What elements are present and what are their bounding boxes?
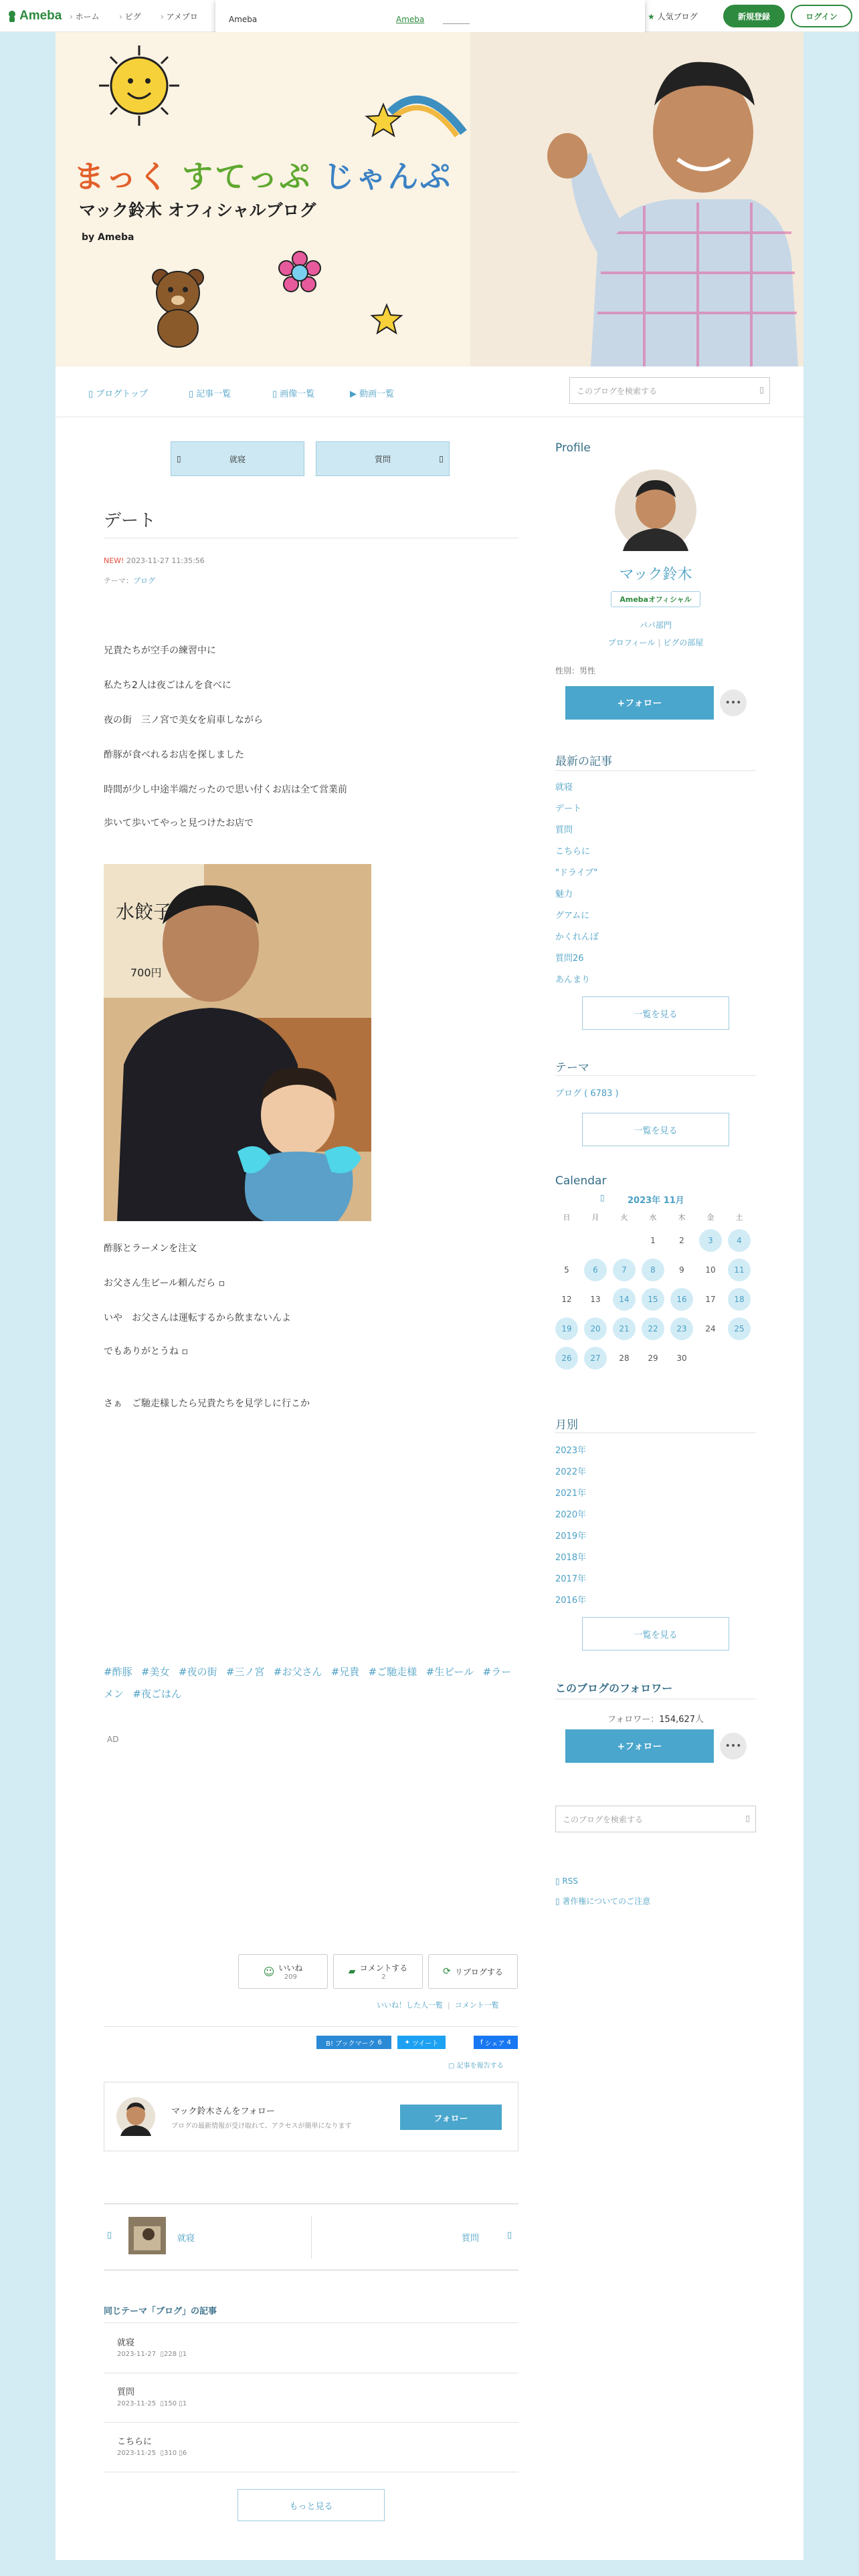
divider — [104, 2422, 518, 2423]
recent-entry-link[interactable]: 質問 — [555, 825, 573, 835]
sidebar-follow-button-2[interactable]: +フォロー — [565, 1729, 714, 1763]
logo-text: Ameba — [19, 9, 62, 23]
flag-icon: ▢ — [448, 2062, 457, 2070]
title-part-3: じゃんぷ — [323, 158, 452, 195]
reblog-button[interactable]: ⟳ リブログする — [428, 1954, 518, 1989]
chevron-left-icon: ▯ — [177, 454, 181, 463]
comment-count: 2 — [381, 1973, 386, 1981]
new-badge: NEW! — [104, 556, 124, 565]
theme-link[interactable]: ブログ ( 6783 ) — [555, 1089, 619, 1099]
tweet-button[interactable]: ✦ ツイート — [397, 2036, 446, 2049]
calendar-day: 2 — [679, 1236, 684, 1245]
photo-price-text: 700円 — [130, 966, 162, 979]
recent-entry-link[interactable]: かくれんぼ — [555, 932, 599, 942]
login-button[interactable]: ログイン — [791, 5, 852, 27]
theme-link[interactable]: ブログ — [133, 576, 155, 585]
profile-avatar[interactable] — [615, 469, 696, 551]
recent-list-more-button[interactable]: 一覧を見る — [582, 996, 729, 1030]
calendar-month: 2023年 11月 — [628, 1196, 684, 1206]
facebook-share-button[interactable]: f シェア 4 — [474, 2036, 518, 2049]
entry-title[interactable]: デート — [104, 511, 157, 531]
paragraph: いや お父さんは運転するから飲まないんよ — [104, 1313, 291, 1323]
comment-list-link[interactable]: コメント一覧 — [454, 2001, 499, 2010]
rss-icon: ▯ — [555, 1876, 563, 1886]
blog-search-input[interactable]: このブログを検索する ▯ — [569, 377, 770, 404]
paragraph: 兄貴たちが空手の練習中に — [104, 645, 216, 656]
calendar-day[interactable]: 6 — [584, 1259, 607, 1281]
pager-divider — [311, 2216, 312, 2259]
calendar-day[interactable]: 15 — [642, 1288, 664, 1311]
nav-blog-top[interactable]: ▯ ブログトップ — [88, 389, 148, 399]
calendar-day[interactable]: 23 — [670, 1317, 693, 1340]
comment-button[interactable]: ▰ コメントする 2 — [333, 1954, 423, 1989]
calendar-day: 1 — [650, 1236, 656, 1245]
profile-category[interactable]: パパ部門 — [639, 621, 672, 630]
sidebar-search-input[interactable]: このブログを検索する ▯ — [555, 1806, 756, 1832]
same-theme-item-meta: 2023-11-27 ▯228 ▯1 — [117, 2351, 187, 2358]
hashtag[interactable]: #酢豚 — [104, 1666, 132, 1678]
hashtag[interactable]: #美女 — [140, 1666, 170, 1678]
archive-year-link[interactable]: 2019年 — [555, 1531, 587, 1541]
hashtag[interactable]: #夜の街 — [178, 1666, 217, 1678]
paragraph: 酢豚とラーメンを注文 — [104, 1243, 197, 1254]
home-icon: ▯ — [88, 389, 96, 399]
calendar-weekday: 日 — [563, 1213, 571, 1222]
calendar-day[interactable]: 16 — [670, 1288, 693, 1311]
calendar-day: 30 — [676, 1354, 687, 1363]
search-icon[interactable]: ▯ — [745, 1814, 750, 1823]
paragraph: 酢豚が食べれるお店を探しました — [104, 750, 244, 760]
copyright-link[interactable]: ▯ 著作権についてのご注意 — [555, 1897, 651, 1906]
official-badge: Amebaオフィシャル — [611, 591, 700, 607]
rss-link[interactable]: ▯ RSS — [555, 1876, 578, 1886]
twitter-icon: ✦ — [404, 2038, 410, 2046]
calendar-weekday: 土 — [735, 1213, 743, 1222]
popup-link[interactable]: Ameba — [396, 15, 425, 24]
calendar-day[interactable]: 26 — [555, 1347, 578, 1370]
calendar-day: 12 — [561, 1295, 572, 1304]
follower-count: フォロワー：154,627人 — [607, 1715, 704, 1725]
popup-divider — [443, 23, 470, 24]
recent-entry-link[interactable]: "ドライブ" — [555, 868, 598, 878]
title-part-2: すてっぷ — [182, 158, 312, 195]
blog-subtitle: マック鈴木 オフィシャルブログ — [79, 201, 316, 220]
recent-entry-link[interactable]: 就寝 — [555, 782, 573, 792]
archive-year-link[interactable]: 2017年 — [555, 1574, 587, 1584]
chevron-left-icon[interactable]: ▯ — [107, 2230, 112, 2240]
divider — [555, 1075, 756, 1076]
archive-year-link[interactable]: 2018年 — [555, 1553, 587, 1563]
paragraph: お父さん生ビール頼んだら ▫ — [104, 1278, 225, 1289]
calendar-day: 17 — [705, 1295, 716, 1304]
like-button[interactable]: ☺ いいね 209 — [238, 1954, 328, 1989]
hashtag-list — [104, 1661, 518, 1705]
broken-image-icon: ▫ — [179, 1346, 188, 1357]
blog-title[interactable] — [74, 152, 452, 197]
monthly-heading: 月別 — [555, 1418, 578, 1432]
divider — [104, 2026, 518, 2027]
nav-image-list[interactable]: ▯ 画像一覧 — [272, 389, 315, 399]
comment-icon: ▯ — [179, 2400, 183, 2407]
popup-label: Ameba — [229, 15, 258, 24]
theme-list-more-button[interactable]: 一覧を見る — [582, 1113, 729, 1146]
recent-entry-link[interactable]: あんまり — [555, 975, 591, 985]
hashtag[interactable]: #ご馳走様 — [368, 1666, 417, 1678]
calendar-weekday: 月 — [591, 1213, 599, 1222]
calendar-day[interactable]: 27 — [584, 1347, 607, 1370]
recent-entry-link[interactable]: デート — [555, 804, 582, 814]
theme-heading: テーマ — [555, 1061, 589, 1075]
prev-entry-thumbnail[interactable] — [128, 2217, 166, 2254]
more-options-icon[interactable]: ••• — [720, 689, 747, 716]
hashtag[interactable]: #三ノ宮 — [225, 1666, 265, 1678]
calendar-day[interactable]: 22 — [642, 1317, 664, 1340]
divider — [555, 770, 756, 771]
calendar-weekday: 木 — [678, 1213, 686, 1222]
profile-links: プロフィール | ピグの部屋 — [607, 638, 704, 647]
info-icon: ▯ — [555, 1897, 563, 1906]
reaction-links: いいね！した人一覧 | コメント一覧 — [377, 2001, 499, 2010]
topnav-home[interactable]: › ホーム — [70, 11, 100, 22]
bookmark-count: 6 — [377, 2038, 382, 2046]
ameba-logo[interactable] — [7, 9, 62, 23]
calendar-heading: Calendar — [555, 1174, 607, 1188]
like-icon: ▯ — [160, 2400, 164, 2407]
reblog-icon: ⟳ — [443, 1966, 451, 1977]
entry-date: 2023-11-27 11:35:56 — [126, 556, 205, 565]
entry-theme: テーマ：ブログ — [104, 576, 155, 585]
calendar-day[interactable]: 25 — [728, 1317, 751, 1340]
ameba-mascot-icon — [7, 10, 17, 22]
hashtag[interactable]: #お父さん — [273, 1666, 322, 1678]
title-part-1: まっく — [74, 158, 170, 195]
recent-entry-link[interactable]: 質問26 — [555, 954, 584, 964]
hashtag[interactable]: #夜ごはん — [132, 1688, 181, 1700]
crown-icon: ★ — [648, 12, 655, 21]
calendar-weekday: 水 — [649, 1213, 657, 1222]
shooting-star-icon — [363, 86, 470, 159]
flower-icon — [276, 249, 323, 296]
paragraph: 歩いて歩いてやっと見つけたお店で — [104, 818, 254, 829]
sun-icon — [96, 42, 183, 129]
topnav-ameblo[interactable]: › アメブロ — [161, 11, 198, 22]
like-icon: ▯ — [160, 2351, 164, 2358]
profile-name[interactable]: マック鈴木 — [619, 566, 692, 583]
calendar-day[interactable]: 19 — [555, 1317, 578, 1340]
author-avatar[interactable] — [116, 2097, 155, 2136]
report-link[interactable]: ▢ 記事を報告する — [448, 2062, 504, 2070]
paragraph: 時間が少し中途半端だったので思い付くお店は全て営業前 — [104, 784, 347, 795]
archive-year-link[interactable]: 2022年 — [555, 1467, 587, 1477]
profile-link[interactable]: プロフィール — [607, 638, 656, 647]
calendar-day[interactable]: 14 — [613, 1288, 636, 1311]
comment-icon: ▯ — [179, 2351, 183, 2358]
divider — [555, 1432, 756, 1433]
list-icon: ▯ — [189, 389, 197, 399]
topnav-pigg[interactable]: › ピグ — [119, 11, 141, 22]
nav-entry-list[interactable]: ▯ 記事一覧 — [189, 389, 231, 399]
nav-video-list[interactable]: ▶ 動画一覧 — [350, 389, 395, 399]
same-theme-item-meta: 2023-11-25 ▯310 ▯6 — [117, 2450, 187, 2457]
next-entry-link[interactable]: 質問 — [462, 2234, 480, 2244]
calendar-day[interactable]: 4 — [728, 1229, 751, 1252]
pig-room-link[interactable]: ピグの部屋 — [663, 638, 704, 647]
calendar-day[interactable]: 18 — [728, 1288, 751, 1311]
archive-year-link[interactable]: 2020年 — [555, 1510, 587, 1520]
chevron-right-icon[interactable]: ▯ — [507, 2230, 512, 2240]
paragraph: 私たち2人は夜ごはんを食べに — [104, 680, 231, 691]
register-button[interactable]: 新規登録 — [723, 5, 785, 27]
archive-year-link[interactable]: 2023年 — [555, 1446, 587, 1456]
follow-desc: ブログの最新情報が受け取れて、アクセスが簡単になります — [171, 2123, 352, 2130]
like-icon: ▯ — [160, 2450, 164, 2457]
like-list-link[interactable]: いいね！した人一覧 — [377, 2001, 443, 2010]
recent-entry-link[interactable]: 魅力 — [555, 889, 573, 899]
sidebar-follow-button[interactable]: +フォロー — [565, 686, 714, 720]
calendar-day[interactable]: 7 — [613, 1259, 636, 1281]
calendar-day[interactable]: 8 — [642, 1259, 664, 1281]
star-icon — [370, 303, 403, 336]
header-photo-man — [470, 32, 803, 366]
popular-blog-link[interactable]: ★ 人気ブログ — [648, 12, 698, 21]
followers-heading: このブログのフォロワー — [555, 1682, 673, 1695]
video-icon: ▶ — [350, 389, 360, 399]
calendar-day: 24 — [705, 1324, 716, 1333]
page-footer-strip — [0, 2561, 859, 2576]
archive-year-link[interactable]: 2016年 — [555, 1596, 587, 1606]
facebook-icon: f — [480, 2038, 483, 2046]
same-theme-item-title[interactable]: 質問 — [117, 2387, 135, 2397]
hatena-bookmark-button[interactable]: B! ブックマーク 6 — [316, 2036, 391, 2049]
archive-year-link[interactable]: 2021年 — [555, 1489, 587, 1499]
comment-icon: ▰ — [348, 1966, 356, 1977]
broken-image-icon: ▫ — [215, 1278, 225, 1289]
calendar-grid — [555, 1212, 756, 1386]
comment-icon: ▯ — [179, 2450, 183, 2457]
same-theme-item-title[interactable]: こちらに — [117, 2437, 153, 2447]
calendar-day: 9 — [679, 1265, 684, 1275]
hashtag[interactable]: #生ビール — [425, 1666, 474, 1678]
bear-icon — [146, 263, 213, 350]
calendar-weekday: 金 — [706, 1213, 714, 1222]
calendar-day[interactable]: 21 — [613, 1317, 636, 1340]
paragraph: 夜の街 三ノ宮で美女を肩車しながら — [104, 715, 263, 726]
profile-heading: Profile — [555, 441, 591, 455]
chevron-right-icon: ▯ — [439, 454, 444, 463]
entry-photo[interactable] — [104, 864, 371, 1221]
more-button[interactable]: もっと見る — [237, 2489, 385, 2521]
like-count: 209 — [284, 1973, 297, 1981]
calendar-day: 13 — [590, 1295, 601, 1304]
entry-meta — [104, 556, 205, 565]
calendar-prev-icon[interactable]: ▯ — [600, 1193, 605, 1202]
paragraph: さぁ ご馳走様したら兄貴たちを見学しに行こか — [104, 1398, 310, 1409]
prev-entry-button[interactable]: ▯ 就寝 — [171, 441, 304, 476]
by-ameba-logo: by Ameba — [82, 232, 134, 243]
same-theme-item-title[interactable]: 就寝 — [117, 2338, 135, 2348]
calendar-day: 5 — [564, 1265, 569, 1275]
archive-list-more-button[interactable]: 一覧を見る — [582, 1617, 729, 1650]
smile-icon: ☺ — [263, 1965, 275, 1978]
calendar-weekday: 火 — [620, 1213, 628, 1222]
follow-name: マック鈴木さんをフォロー — [171, 2107, 275, 2117]
profile-gender: 性別：男性 — [555, 666, 596, 675]
calendar-day[interactable]: 20 — [584, 1317, 607, 1340]
calendar-day: 29 — [648, 1354, 658, 1363]
recent-entry-link[interactable]: こちらに — [555, 847, 591, 857]
image-icon: ▯ — [272, 389, 280, 399]
hashtag[interactable]: #ラーメン — [104, 1666, 512, 1700]
next-entry-button[interactable]: 質問 ▯ — [316, 441, 450, 476]
hashtag[interactable]: #兄貴 — [330, 1666, 360, 1678]
recent-entry-link[interactable]: グアムに — [555, 911, 590, 921]
more-options-icon[interactable]: ••• — [720, 1733, 747, 1759]
same-theme-item-meta: 2023-11-25 ▯150 ▯1 — [117, 2400, 187, 2407]
same-theme-heading: 同じテーマ「ブログ」の記事 — [104, 2306, 217, 2317]
calendar-day[interactable]: 11 — [728, 1259, 751, 1281]
calendar-day[interactable]: 3 — [699, 1229, 722, 1252]
entry-pager — [104, 2204, 518, 2270]
ad-label: AD — [107, 1735, 119, 1744]
photo-sign-text: 水餃子 — [116, 901, 173, 923]
calendar-day: 10 — [705, 1265, 716, 1275]
recent-entries-heading: 最新の記事 — [555, 755, 612, 768]
follow-button[interactable]: フォロー — [400, 2105, 502, 2130]
search-icon[interactable]: ▯ — [759, 385, 764, 395]
prev-entry-link[interactable]: 就寝 — [177, 2234, 195, 2244]
paragraph: でもありがとうね ▫ — [104, 1346, 188, 1357]
calendar-day: 28 — [619, 1354, 630, 1363]
